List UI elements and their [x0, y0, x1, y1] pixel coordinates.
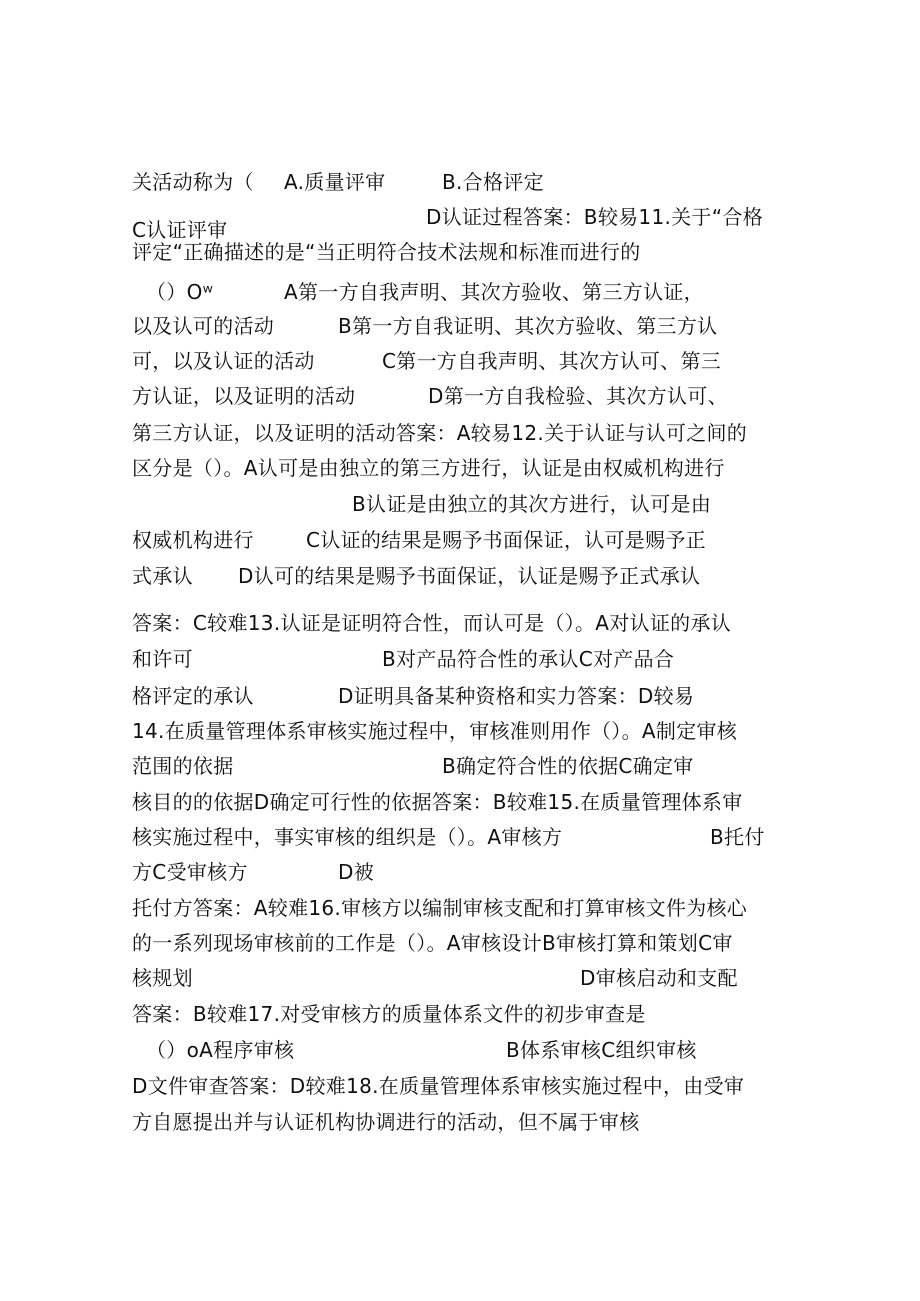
text-line: 14.在质量管理体系审核实施过程中，审核准则用作（）。A制定审核 — [132, 719, 738, 743]
text-line: 格评定的承认 — [132, 684, 254, 708]
text-line: 核规划 — [132, 966, 193, 990]
option-b: B.合格评定 — [442, 170, 544, 194]
text-line: D文件审查答案：D较难18.在质量管理体系审核实施过程中，由受审 — [132, 1074, 745, 1098]
text-line: 方自愿提出并与认证机构协调进行的活动，但不属于审核 — [132, 1110, 640, 1134]
text-line: 范围的依据 — [132, 754, 234, 778]
option-d: D被 — [338, 860, 375, 884]
option-b: B托付 — [710, 825, 765, 849]
text-line: 区分是（）。A认可是由独立的第三方进行，认证是由权威机构进行 — [132, 456, 725, 480]
text-line: 评定“正确描述的是“当正明符合技术法规和标准而进行的 — [132, 240, 641, 264]
option-d: D认可的结果是赐予书面保证，认证是赐予正式承认 — [238, 564, 701, 588]
text-line: 答案：C较难13.认证是证明符合性，而认可是（）。A对认证的承认 — [132, 611, 732, 635]
text-line: D认证过程答案：B较易11.关于“合格 — [426, 205, 763, 229]
text-line: 答案：B较难17.对受审核方的质量体系文件的初步审查是 — [132, 1002, 646, 1026]
option-b: B对产品符合性的承认C对产品合 — [382, 647, 675, 671]
text-line: （）oA程序审核 — [146, 1038, 295, 1062]
text-line: 关活动称为（ — [132, 170, 254, 194]
text-line: 方C受审核方 — [132, 860, 248, 884]
option-a: A第一方自我声明、其次方验收、第三方认证， — [284, 280, 704, 304]
text-line: 托付方答案：A较难16.审核方以编制审核支配和打算审核文件为核心 — [132, 896, 748, 920]
option-d: D审核启动和支配 — [580, 966, 738, 990]
text-line: （）Oʷ — [146, 280, 214, 304]
clipped-text: C认证评审 — [132, 218, 228, 242]
text-line: 第三方认证，以及证明的活动答案：A较易12.关于认证与认可之间的 — [132, 421, 748, 445]
option-d: D第一方自我检验、其次方认可、 — [428, 384, 728, 408]
text-line: 的一系列现场审核前的工作是（）。A审核设计B审核打算和策划C审 — [132, 931, 733, 955]
text-line: 式承认 — [132, 564, 193, 588]
option-b: B第一方自我证明、其次方验收、第三方认 — [338, 314, 718, 338]
text-line: 核目的的依据D确定可行性的依据答案：B较难15.在质量管理体系审 — [132, 790, 743, 814]
text-line: 权威机构进行 — [132, 528, 254, 552]
option-b: B认证是由独立的其次方进行，认可是由 — [352, 492, 712, 516]
text-line: 和许可 — [132, 647, 193, 671]
option-c: C认证的结果是赐予书面保证，认可是赐予正 — [306, 528, 706, 552]
option-c: C第一方自我声明、其次方认可、第三 — [382, 349, 722, 373]
option-a: A.质量评审 — [284, 170, 386, 194]
text-line: 可，以及认证的活动 — [132, 349, 315, 373]
text-line: 以及认可的活动 — [132, 314, 275, 338]
option-b: B确定符合性的依据C确定审 — [442, 754, 694, 778]
option-b: B体系审核C组织审核 — [506, 1038, 697, 1062]
text-line: 方认证，以及证明的活动 — [132, 384, 356, 408]
option-d: D证明具备某种资格和实力答案：D较易 — [338, 684, 695, 708]
text-line: 核实施过程中，事实审核的组织是（）。A审核方 — [132, 825, 563, 849]
